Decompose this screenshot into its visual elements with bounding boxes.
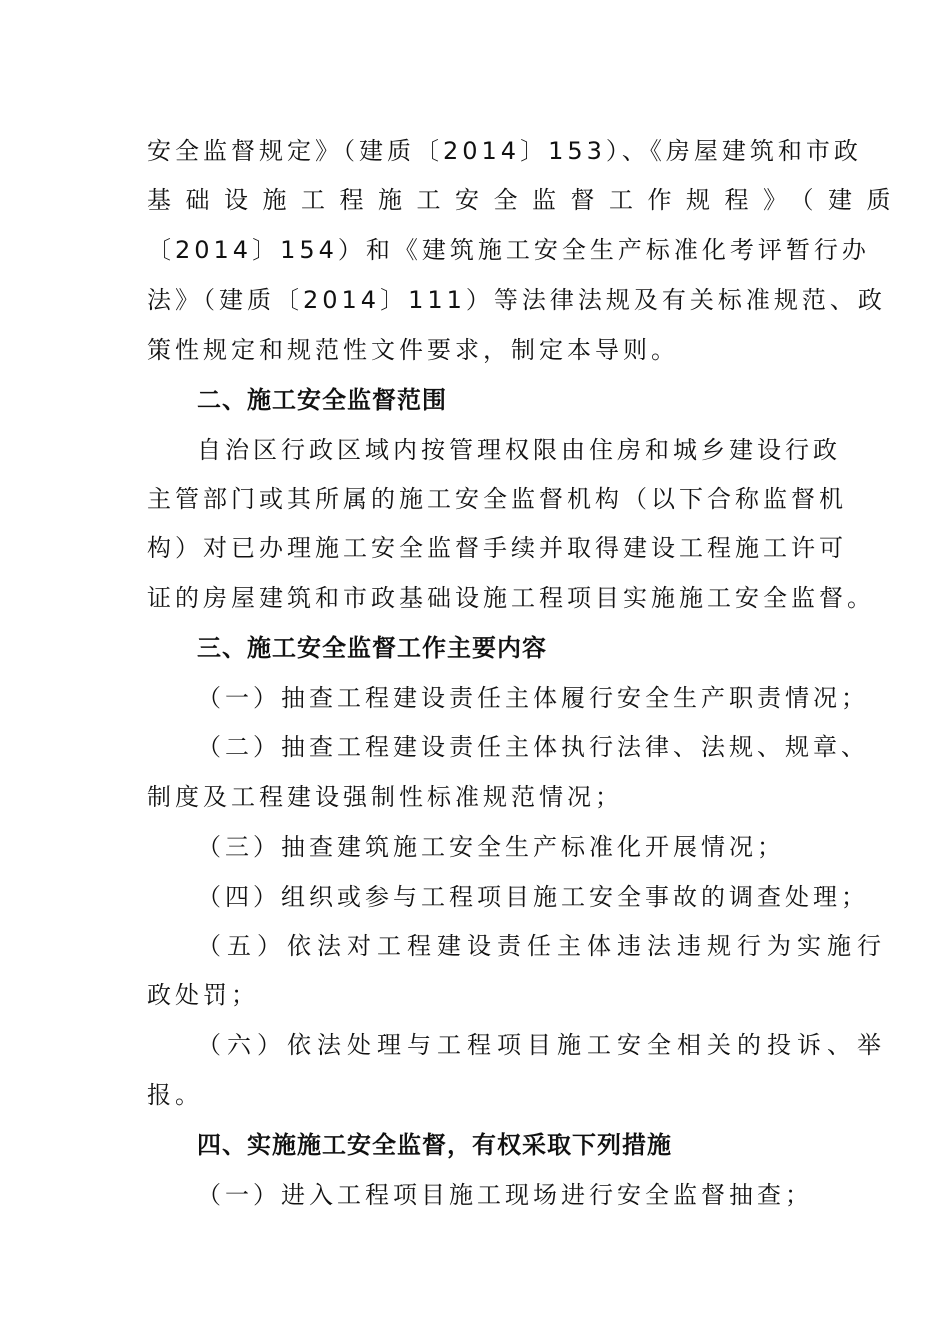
text-line: （二）抽查工程建设责任主体执行法律、法规、规章、 [197, 733, 869, 761]
text-line: （六）依法处理与工程项目施工安全相关的投诉、举 [197, 1031, 887, 1059]
section-heading: 二、施工安全监督范围 [197, 386, 447, 414]
text-line: 自治区行政区域内按管理权限由住房和城乡建设行政 [197, 436, 841, 464]
text-line: 主管部门或其所属的施工安全监督机构（以下合称监督机 [147, 485, 847, 513]
text-line: 基础设施工程施工安全监督工作规程》（建质 [147, 186, 905, 214]
text-line: 策性规定和规范性文件要求，制定本导则。 [147, 336, 679, 364]
text-line: 证的房屋建筑和市政基础设施工程项目实施施工安全监督。 [147, 584, 875, 612]
text-line: （一）抽查工程建设责任主体履行安全生产职责情况； [197, 684, 869, 712]
text-line: 〔2014〕154）和《建筑施工安全生产标准化考评暂行办 [147, 236, 870, 264]
section-heading: 三、施工安全监督工作主要内容 [197, 634, 547, 662]
text-line: 法》（建质〔2014〕111）等法律法规及有关标准规范、政 [147, 286, 886, 314]
text-line: 报。 [147, 1081, 203, 1109]
text-line: （五）依法对工程建设责任主体违法违规行为实施行 [197, 932, 887, 960]
text-line: （一）进入工程项目施工现场进行安全监督抽查； [197, 1181, 813, 1209]
text-line: 构）对已办理施工安全监督手续并取得建设工程施工许可 [147, 534, 847, 562]
section-heading: 四、实施施工安全监督，有权采取下列措施 [197, 1131, 672, 1159]
text-line: 安全监督规定》（建质〔2014〕153）、《房屋建筑和市政 [147, 137, 862, 165]
text-line: 制度及工程建设强制性标准规范情况； [147, 783, 623, 811]
text-line: 政处罚； [147, 981, 259, 1009]
text-line: （四）组织或参与工程项目施工安全事故的调查处理； [197, 883, 869, 911]
text-line: （三）抽查建筑施工安全生产标准化开展情况； [197, 833, 785, 861]
